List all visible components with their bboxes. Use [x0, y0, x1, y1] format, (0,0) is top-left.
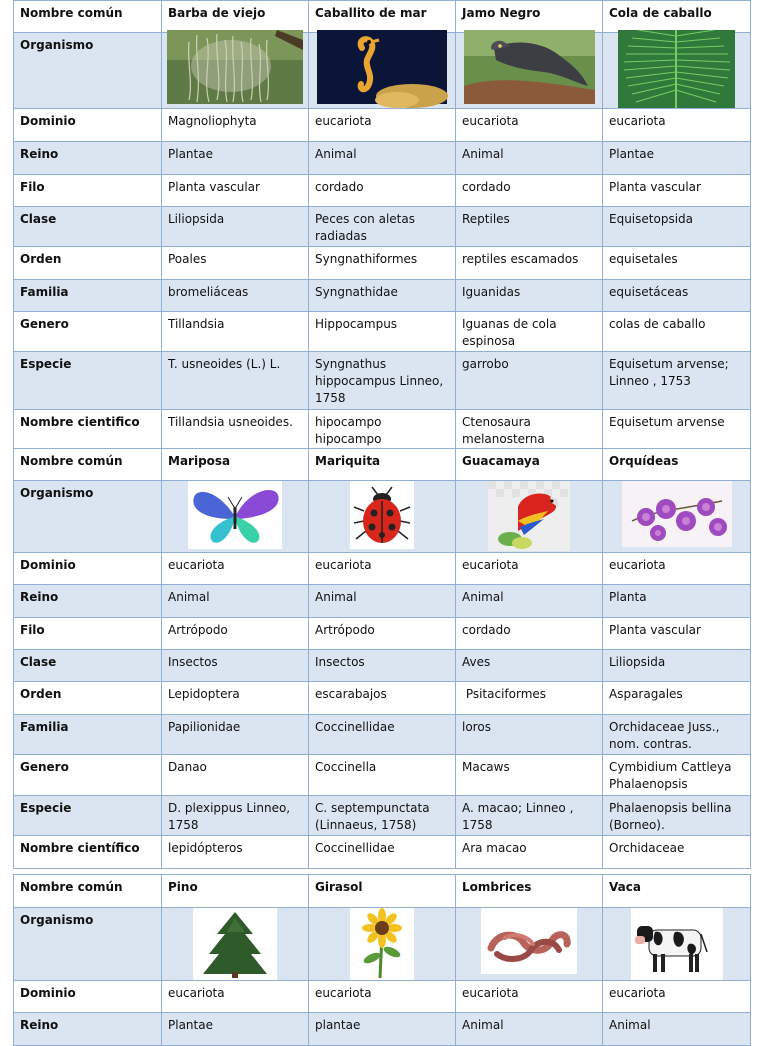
cell-genero: Danao: [162, 755, 309, 796]
row-label-dominio: Dominio: [14, 109, 162, 142]
cell-orden: escarabajos: [309, 682, 456, 715]
table-row: [14, 908, 751, 981]
taxonomy-table-3: [13, 874, 751, 1046]
cell-familia: Coccinellidae: [309, 715, 456, 755]
cell-common-name: Lombrices: [456, 875, 603, 908]
cell-organism-image: [309, 908, 456, 981]
row-label-organismo: Organismo: [14, 908, 162, 981]
cell-common-name: Girasol: [309, 875, 456, 908]
macaw-image: [488, 481, 570, 551]
cell-clase: Liliopsida: [162, 207, 309, 247]
table-row: [14, 755, 751, 796]
table-row: [14, 618, 751, 650]
cell-orden: Lepidoptera: [162, 682, 309, 715]
cell-reino: Animal: [309, 142, 456, 175]
cell-common-name: Barba de viejo: [162, 1, 309, 33]
table-row: [14, 142, 751, 175]
cell-genero: Tillandsia: [162, 312, 309, 352]
cell-clase: Equisetopsida: [603, 207, 751, 247]
cell-reino: Animal: [309, 585, 456, 618]
cell-dominio: eucariota: [603, 109, 751, 142]
cell-nombre-cientifico: Coccinellidae: [309, 836, 456, 869]
cell-nombre-cientifico-text: Ctenosaura melanosterna: [462, 415, 545, 446]
cell-especie: A. macao; Linneo , 1758: [456, 796, 603, 836]
cell-clase: Peces con aletas radiadas: [309, 207, 456, 247]
cell-organism-image: [162, 481, 309, 553]
cell-familia: Syngnathidae: [309, 280, 456, 312]
cell-familia: Orchidaceae Juss., nom. contras.: [603, 715, 751, 755]
row-label-nombre-comun: Nombre común: [14, 875, 162, 908]
cell-familia: Iguanidas: [456, 280, 603, 312]
spanish-moss-photo: [167, 30, 303, 104]
cell-reino: Animal: [456, 142, 603, 175]
cell-dominio: Magnoliophyta: [162, 109, 309, 142]
cell-filo: cordado: [309, 175, 456, 207]
cell-organism-image: [309, 33, 456, 109]
cell-orden: equisetales: [603, 247, 751, 280]
cell-dominio: eucariota: [309, 981, 456, 1013]
cell-common-name: Vaca: [603, 875, 751, 908]
cell-dominio: eucariota: [309, 553, 456, 585]
cell-common-name: Guacamaya: [456, 449, 603, 481]
cell-reino: Planta: [603, 585, 751, 618]
cell-text-clip: [456, 410, 602, 446]
cell-nombre-cientifico: Ara macao: [456, 836, 603, 869]
cell-filo: Planta vascular: [603, 175, 751, 207]
cell-common-name: Pino: [162, 875, 309, 908]
cell-reino: Animal: [162, 585, 309, 618]
horsetail-plant-photo: [618, 30, 735, 108]
table-row: [14, 109, 751, 142]
cell-common-name: Orquídeas: [603, 449, 751, 481]
cell-organism-image: [456, 33, 603, 109]
cell-dominio: eucariota: [456, 109, 603, 142]
row-label-familia: Familia: [14, 280, 162, 312]
row-label-filo: Filo: [14, 175, 162, 207]
table-row: [14, 981, 751, 1013]
row-label-orden: Orden: [14, 247, 162, 280]
cell-dominio: eucariota: [603, 553, 751, 585]
table-row: [14, 836, 751, 869]
cell-dominio: eucariota: [603, 981, 751, 1013]
table-row: [14, 796, 751, 836]
cell-orden: Psitaciformes: [456, 682, 603, 715]
cell-nombre-cientifico: lepidópteros: [162, 836, 309, 869]
cell-filo: Planta vascular: [162, 175, 309, 207]
cell-clase: Aves: [456, 650, 603, 682]
cell-organism-image: [456, 481, 603, 553]
table-row: [14, 410, 751, 449]
cell-especie: garrobo: [456, 352, 603, 410]
cell-filo: Artrópodo: [162, 618, 309, 650]
cell-organism-image: [603, 33, 751, 109]
sunflower-image: [350, 908, 414, 980]
cell-organism-image: [603, 481, 751, 553]
table-row: [14, 682, 751, 715]
cell-especie: D. plexippus Linneo, 1758: [162, 796, 309, 836]
cell-reino: Animal: [456, 1013, 603, 1046]
cell-genero: Coccinella: [309, 755, 456, 796]
butterfly-image: [188, 481, 282, 549]
cell-common-name: Mariquita: [309, 449, 456, 481]
row-label-especie: Especie: [14, 352, 162, 410]
cell-common-name: Jamo Negro: [456, 1, 603, 33]
cell-orden: reptiles escamados: [456, 247, 603, 280]
cell-nombre-cientifico: hipocampo hipocampo: [309, 410, 456, 449]
cell-dominio: eucariota: [162, 553, 309, 585]
seahorse-photo: [317, 30, 447, 104]
table-row: [14, 352, 751, 410]
cell-reino: plantae: [309, 1013, 456, 1046]
row-label-clase: Clase: [14, 650, 162, 682]
cell-reino: Plantae: [603, 142, 751, 175]
table-row: [14, 715, 751, 755]
row-label-clase: Clase: [14, 207, 162, 247]
pine-tree-image: [193, 908, 277, 980]
cell-filo: cordado: [456, 175, 603, 207]
cell-especie: Phalaenopsis bellina (Borneo).: [603, 796, 751, 836]
row-label-especie: Especie: [14, 796, 162, 836]
cell-organism-image: [162, 908, 309, 981]
cell-genero: colas de caballo: [603, 312, 751, 352]
cell-common-name: Cola de caballo: [603, 1, 751, 33]
row-label-dominio: Dominio: [14, 981, 162, 1013]
row-label-dominio: Dominio: [14, 553, 162, 585]
cell-nombre-cientifico: [456, 410, 603, 449]
table-row: [14, 650, 751, 682]
row-label-organismo: Organismo: [14, 481, 162, 553]
cell-dominio: eucariota: [162, 981, 309, 1013]
cell-reino: Plantae: [162, 1013, 309, 1046]
cell-genero: Hippocampus: [309, 312, 456, 352]
row-label-organismo: Organismo: [14, 33, 162, 109]
cell-common-name: Mariposa: [162, 449, 309, 481]
cell-dominio: eucariota: [456, 553, 603, 585]
cell-orden: Syngnathiformes: [309, 247, 456, 280]
cell-familia: loros: [456, 715, 603, 755]
cell-clase: Insectos: [309, 650, 456, 682]
ladybug-image: [350, 481, 414, 549]
row-label-genero: Genero: [14, 312, 162, 352]
cell-familia: equisetáceas: [603, 280, 751, 312]
cell-genero: Cymbidium Cattleya Phalaenopsis: [603, 755, 751, 796]
table-row: [14, 1013, 751, 1046]
earthworms-image: [481, 908, 577, 974]
cell-especie: T. usneoides (L.) L.: [162, 352, 309, 410]
table-row: [14, 247, 751, 280]
cell-filo: cordado: [456, 618, 603, 650]
black-iguana-photo: [464, 30, 595, 104]
row-label-nombre-comun: Nombre común: [14, 1, 162, 33]
cell-common-name: Caballito de mar: [309, 1, 456, 33]
row-label-nombre-cientifico: Nombre científico: [14, 836, 162, 869]
cell-familia: bromeliáceas: [162, 280, 309, 312]
cell-organism-image: [603, 908, 751, 981]
cell-dominio: eucariota: [456, 981, 603, 1013]
row-label-orden: Orden: [14, 682, 162, 715]
row-label-filo: Filo: [14, 618, 162, 650]
table-row: [14, 280, 751, 312]
row-label-reino: Reino: [14, 585, 162, 618]
cell-orden: Poales: [162, 247, 309, 280]
cell-especie: Equisetum arvense; Linneo , 1753: [603, 352, 751, 410]
table-row: [14, 207, 751, 247]
cell-genero: Macaws: [456, 755, 603, 796]
table-row: [14, 481, 751, 553]
table-row: [14, 553, 751, 585]
table-row: [14, 585, 751, 618]
cell-nombre-cientifico: Tillandsia usneoides.: [162, 410, 309, 449]
table-row: [14, 175, 751, 207]
cell-genero: Iguanas de cola espinosa: [456, 312, 603, 352]
row-label-nombre-cientifico: Nombre cientifico: [14, 410, 162, 449]
cell-filo: Artrópodo: [309, 618, 456, 650]
cell-organism-image: [162, 33, 309, 109]
cell-clase: Insectos: [162, 650, 309, 682]
table-row: [14, 875, 751, 908]
cell-dominio: eucariota: [309, 109, 456, 142]
orchid-image: [622, 481, 732, 547]
cell-organism-image: [456, 908, 603, 981]
row-label-reino: Reino: [14, 142, 162, 175]
cell-nombre-cientifico: Orchidaceae: [603, 836, 751, 869]
cell-clase: Liliopsida: [603, 650, 751, 682]
cell-nombre-cientifico: Equisetum arvense: [603, 410, 751, 449]
cow-image: [631, 908, 723, 980]
cell-reino: Animal: [456, 585, 603, 618]
cell-orden: Asparagales: [603, 682, 751, 715]
cell-reino: Plantae: [162, 142, 309, 175]
table-row: [14, 312, 751, 352]
row-label-familia: Familia: [14, 715, 162, 755]
table-row: [14, 1, 751, 33]
cell-familia: Papilionidae: [162, 715, 309, 755]
cell-clase: Reptiles: [456, 207, 603, 247]
row-label-nombre-comun: Nombre común: [14, 449, 162, 481]
cell-especie: C. septempunctata (Linnaeus, 1758): [309, 796, 456, 836]
table-row: [14, 449, 751, 481]
cell-filo: Planta vascular: [603, 618, 751, 650]
taxonomy-table-1: [13, 0, 751, 869]
cell-organism-image: [309, 481, 456, 553]
cell-especie: Syngnathus hippocampus Linneo, 1758: [309, 352, 456, 410]
row-label-reino: Reino: [14, 1013, 162, 1046]
table-row: [14, 33, 751, 109]
row-label-genero: Genero: [14, 755, 162, 796]
cell-reino: Animal: [603, 1013, 751, 1046]
